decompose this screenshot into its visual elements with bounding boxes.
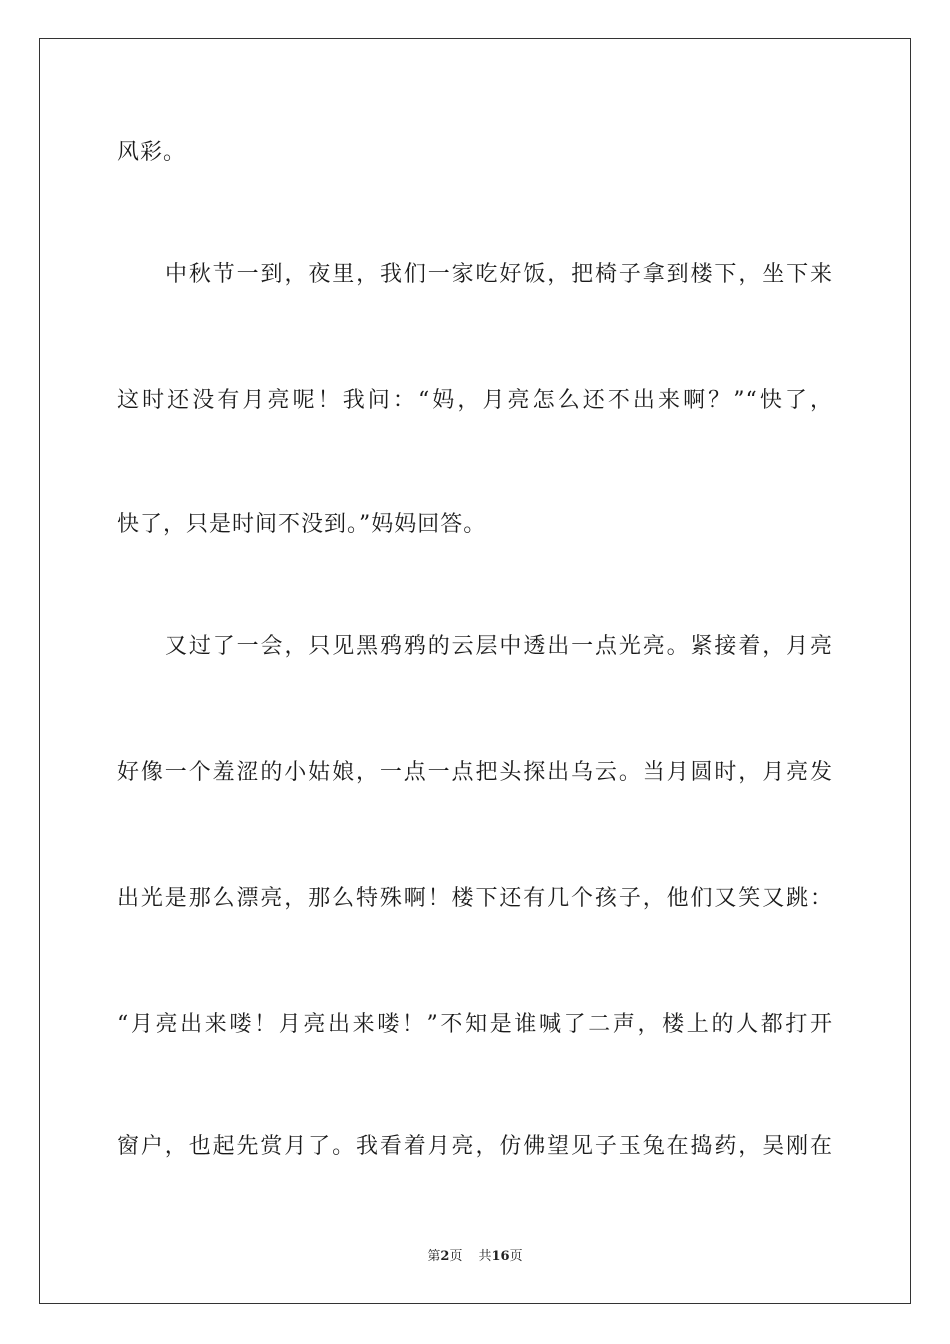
text-line-8: “月亮出来喽！月亮出来喽！”不知是谁喊了二声，楼上的人都打开: [117, 1012, 833, 1037]
text-line-6: 好像一个羞涩的小姑娘，一点一点把头探出乌云。当月圆时，月亮发: [117, 760, 833, 785]
footer-total-prefix: 共: [478, 1249, 492, 1264]
footer-page-suffix: 页: [449, 1249, 463, 1264]
text-line-3: 这时还没有月亮呢！我问：“妈，月亮怎么还不出来啊？”“快了，: [117, 388, 833, 413]
footer-page-prefix: 第: [427, 1249, 441, 1264]
text-line-1: 风彩。: [117, 140, 187, 165]
text-line-9: 窗户，也起先赏月了。我看着月亮，仿佛望见子玉兔在捣药，吴刚在: [117, 1134, 833, 1159]
page-border: [39, 38, 911, 1304]
text-line-4: 快了，只是时间不没到。”妈妈回答。: [117, 512, 487, 537]
footer-total-pages: 16: [491, 1249, 510, 1264]
footer-page-number: 2: [440, 1249, 450, 1264]
footer-total-suffix: 页: [509, 1249, 523, 1264]
text-line-2: 中秋节一到，夜里，我们一家吃好饭，把椅子拿到楼下，坐下来: [165, 262, 833, 287]
text-line-7: 出光是那么漂亮，那么特殊啊！楼下还有几个孩子，他们又笑又跳：: [117, 886, 833, 911]
page-footer: [0, 1248, 950, 1266]
text-line-5: 又过了一会，只见黑鸦鸦的云层中透出一点光亮。紧接着，月亮: [165, 634, 833, 659]
